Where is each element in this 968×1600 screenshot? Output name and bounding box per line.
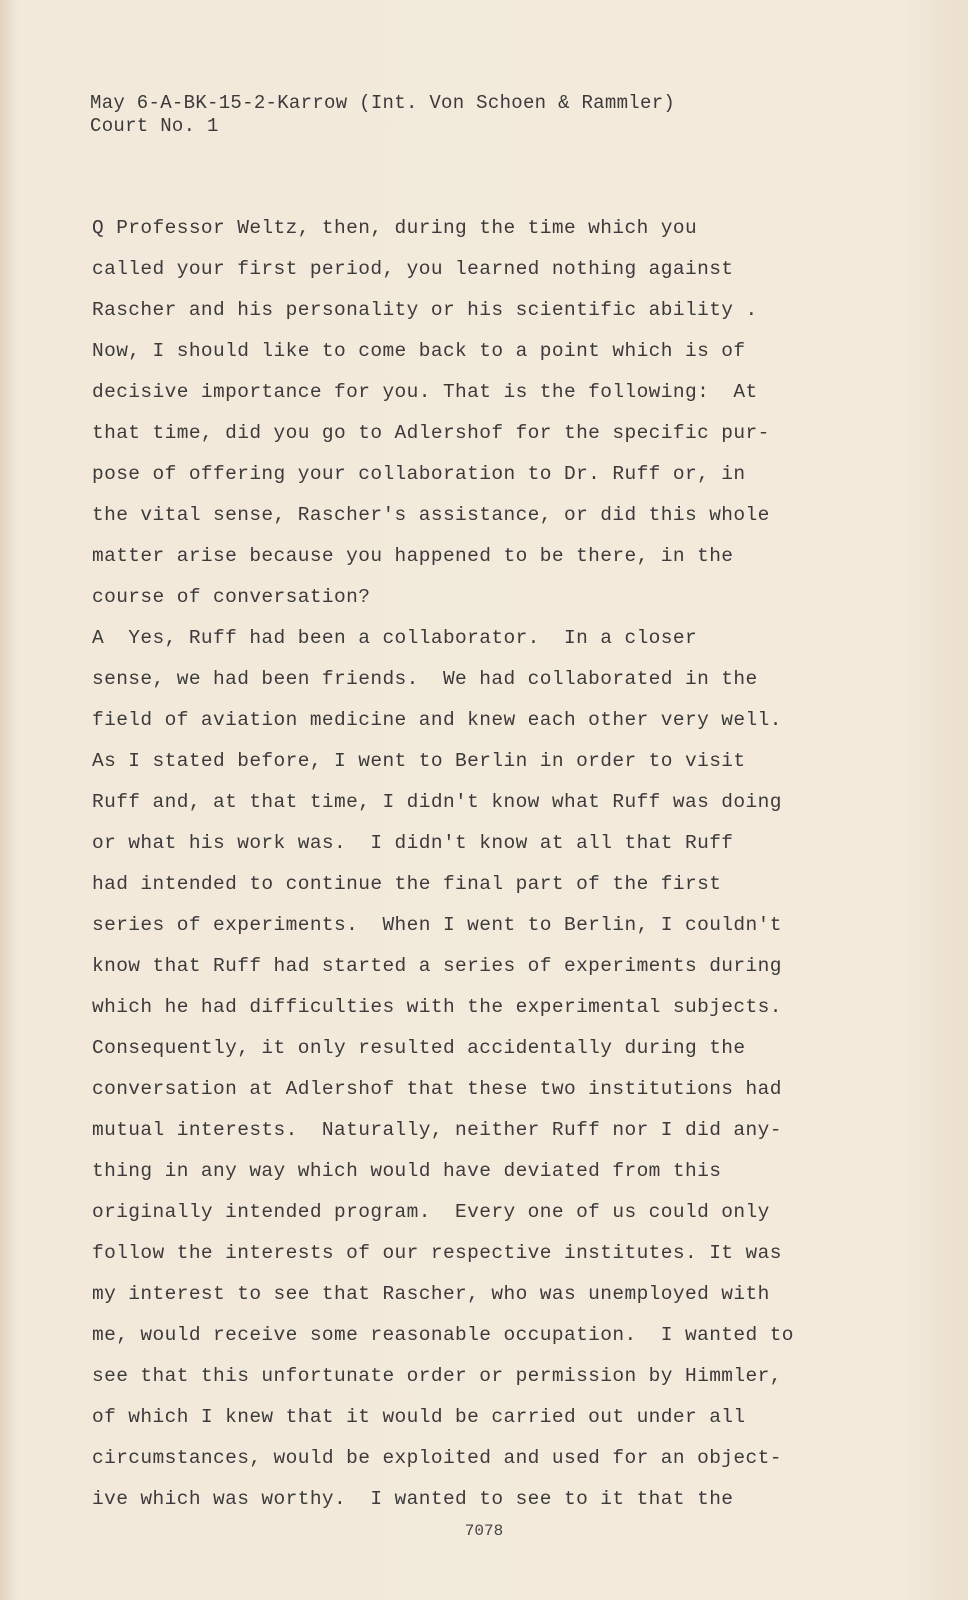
transcript-body [92, 208, 812, 1520]
text-line: ive which was worthy. I wanted to see to it that the [92, 1488, 734, 1510]
text-line: mutual interests. Naturally, neither Ruff nor I did any- [92, 1119, 782, 1141]
document-header [90, 92, 675, 138]
text-line: follow the interests of our respective institutes. It was [92, 1242, 782, 1264]
text-line: my interest to see that Rascher, who was unemployed with [92, 1283, 770, 1305]
text-line: decisive importance for you. That is the following: At [92, 381, 758, 403]
text-line: which he had difficulties with the experimental subjects. [92, 996, 782, 1018]
text-line: pose of offering your collaboration to Dr. Ruff or, in [92, 463, 746, 485]
text-line: sense, we had been friends. We had collaborated in the [92, 668, 758, 690]
text-line: or what his work was. I didn't know at all that Ruff [92, 832, 734, 854]
text-line: see that this unfortunate order or permission by Himmler, [92, 1365, 782, 1387]
header-line-court: Court No. 1 [90, 115, 219, 137]
text-line: Rascher and his personality or his scientific ability . [92, 299, 758, 321]
text-line: Consequently, it only resulted accidentally during the [92, 1037, 746, 1059]
text-line: of which I knew that it would be carried out under all [92, 1406, 746, 1428]
text-line: that time, did you go to Adlershof for the specific pur- [92, 422, 770, 444]
text-line: A Yes, Ruff had been a collaborator. In a closer [92, 627, 698, 649]
text-line: the vital sense, Rascher's assistance, or did this whole [92, 504, 770, 526]
header-line-session: May 6-A-BK-15-2-Karrow (Int. Von Schoen & Rammler) [90, 92, 676, 114]
text-line: circumstances, would be exploited and used for an object- [92, 1447, 782, 1469]
text-line: matter arise because you happened to be there, in the [92, 545, 734, 567]
page-number: 7078 [464, 1522, 504, 1540]
text-line: series of experiments. When I went to Berlin, I couldn't [92, 914, 782, 936]
text-line: Q Professor Weltz, then, during the time which you [92, 217, 698, 239]
text-line: Ruff and, at that time, I didn't know what Ruff was doing [92, 791, 782, 813]
text-line: called your first period, you learned nothing against [92, 258, 734, 280]
text-line: had intended to continue the final part of the first [92, 873, 722, 895]
text-line: know that Ruff had started a series of experiments during [92, 955, 782, 977]
text-line: field of aviation medicine and knew each other very well. [92, 709, 782, 731]
text-line: As I stated before, I went to Berlin in order to visit [92, 750, 746, 772]
text-line: conversation at Adlershof that these two institutions had [92, 1078, 782, 1100]
text-line: course of conversation? [92, 586, 371, 608]
text-line: me, would receive some reasonable occupation. I wanted to [92, 1324, 794, 1346]
text-line: Now, I should like to come back to a point which is of [92, 340, 746, 362]
text-line: thing in any way which would have deviated from this [92, 1160, 722, 1182]
text-line: originally intended program. Every one of us could only [92, 1201, 770, 1223]
